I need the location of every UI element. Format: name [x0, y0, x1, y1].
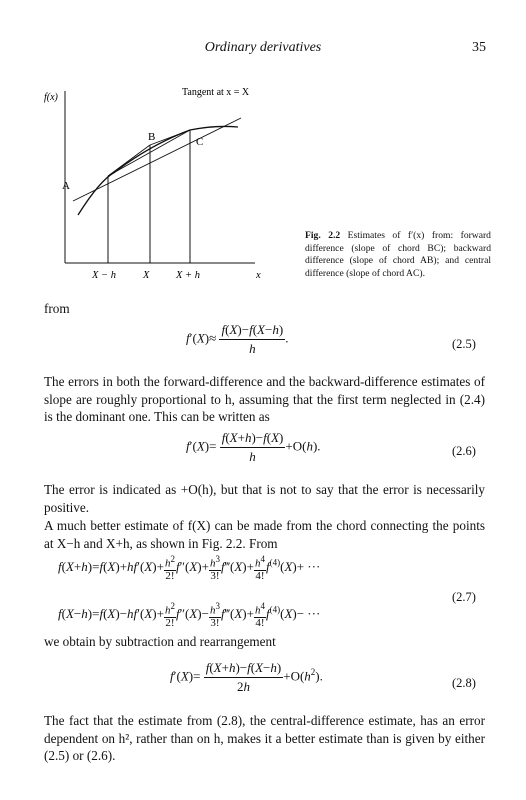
- point-b-label: B: [148, 131, 156, 143]
- figure-caption-text: Estimates of f′(x) from: forward difference (slope of chord BC); backward difference (slope of chord AB); and central difference (slope of chord AC).: [305, 230, 491, 279]
- point-a-label: A: [62, 180, 70, 192]
- paragraph-better-estimate: A much better estimate of f(X) can be made from the chord connecting the points at X−h and X+h, as shown in Fig. 2.2. From: [44, 518, 485, 551]
- equation-2-6: f′(X)= $\frac{f(X+h)-f(X)}{h}$ +O(h).: [186, 430, 321, 464]
- eq-2-8-number: (2.8): [452, 676, 476, 690]
- tick-x-minus-h: X − h: [92, 270, 116, 281]
- tick-x-plus-h: X + h: [176, 270, 200, 281]
- y-axis-label: f(x): [44, 92, 58, 103]
- text-from: from: [44, 301, 70, 316]
- paragraph-error-indicated: The error is indicated as +O(h), but that is not to say that the error is necessarily positive.: [44, 482, 485, 515]
- tangent-line: [73, 118, 241, 201]
- tick-x: X: [143, 270, 150, 281]
- figure-diagram: [44, 85, 280, 285]
- page-number: 35: [472, 40, 486, 55]
- tangent-label: Tangent at x = X: [182, 87, 250, 98]
- equation-2-5: f′(X)≈ $\frac{f(X)-f(X-h)}{h}$ .: [186, 322, 289, 356]
- equation-2-7-line-1: f(X+h)=f(X)+hf′(X)+ $\frac{h^2}{2!}$ f″(X)+ $\frac{h^3}{3!}$ f‴(X)+ $\frac{h^4}{4!}$ $f^{(4)}(X)+$ ···: [58, 554, 321, 582]
- figure-caption-label: Fig. 2.2: [305, 230, 341, 241]
- x-axis-label: x: [256, 270, 261, 281]
- chord-bc: [150, 130, 190, 145]
- equation-2-8: f′(X)= $\frac{f(X+h)-f(X-h)}{2h}$ $+O(h^2)$.: [170, 660, 323, 694]
- paragraph-fact: The fact that the estimate from (2.8), the central-difference estimate, has an error dependent on h², rather than on h, makes it a better estimate than is given by either (2.5) or (2.6).: [44, 713, 485, 764]
- running-header-title: Ordinary derivatives: [204, 40, 322, 55]
- eq-2-7-number: (2.7): [452, 590, 476, 604]
- eq-2-5-number: (2.5): [452, 337, 476, 351]
- paragraph-subtraction: we obtain by subtraction and rearrangement: [44, 634, 276, 649]
- figure-caption: [305, 230, 491, 280]
- equation-2-7-line-2: f(X−h)=f(X)−hf′(X)+ $\frac{h^2}{2!}$ f″(X)− $\frac{h^3}{3!}$ f‴(X)+ $\frac{h^4}{4!}$ $f^{(4)}(X)-$ ···: [58, 601, 321, 629]
- figure-2-2: [44, 85, 280, 285]
- function-curve: [78, 126, 238, 215]
- eq-2-6-number: (2.6): [452, 444, 476, 458]
- paragraph-errors: The errors in both the forward-difference and the backward-difference estimates of slope are roughly proportional to h, assuming that the first term neglected in (2.4) is the dominant one. This can be written as: [44, 374, 485, 425]
- chord-ab: [108, 145, 150, 176]
- point-c-label: C: [196, 136, 204, 148]
